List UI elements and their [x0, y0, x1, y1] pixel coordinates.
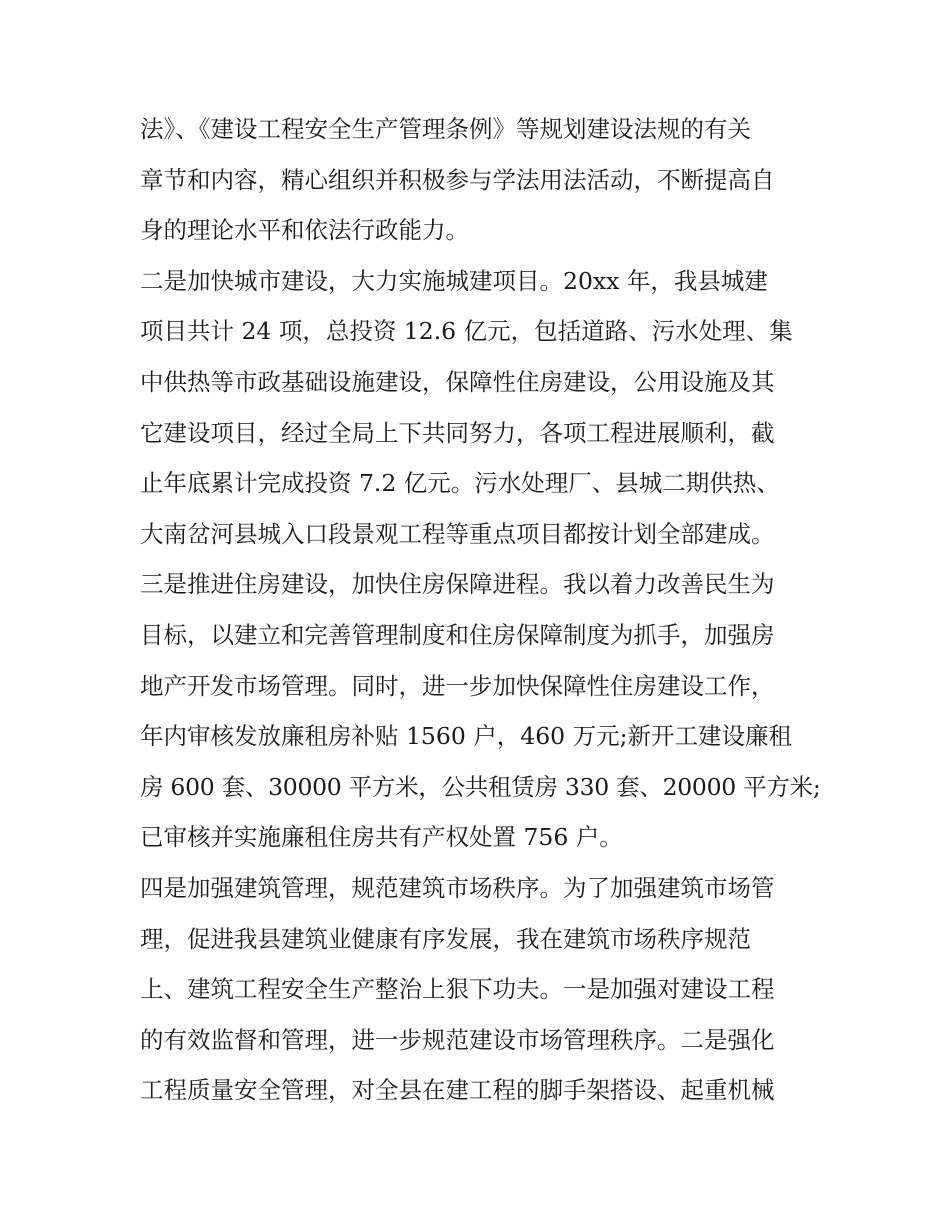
text-line: 地产开发市场管理。同时，进一步加快保障性住房建设工作， [140, 671, 775, 700]
text-line: 的有效监督和管理，进一步规范建设市场管理秩序。二是强化 [140, 1025, 775, 1054]
text-line: 上、建筑工程安全生产整治上狠下功夫。一是加强对建设工程 [140, 975, 775, 1004]
text-line: 已审核并实施廉租住房共有产权处置 756 户。 [140, 823, 623, 852]
text-line: 房 600 套、30000 平方米，公共租赁房 330 套、20000 平方米; [140, 772, 821, 801]
text-line: 工程质量安全管理，对全县在建工程的脚手架搭设、起重机械 [140, 1076, 775, 1105]
text-line: 二是加快城市建设，大力实施城建项目。20xx 年，我县城建 [140, 266, 768, 295]
text-line: 法》、《建设工程安全生产管理条例》等规划建设法规的有关 [140, 115, 751, 143]
text-line: 项目共计 24 项，总投资 12.6 亿元，包括道路、污水处理、集 [140, 317, 793, 346]
text-line: 身的理论水平和依法行政能力。 [140, 216, 469, 245]
text-line: 大南岔河县城入口段景观工程等重点项目都按计划全部建成。 [140, 519, 775, 548]
text-line: 目标，以建立和完善管理制度和住房保障制度为抓手，加强房 [140, 620, 775, 649]
document-body [140, 104, 820, 1116]
text-line: 止年底累计完成投资 7.2 亿元。污水处理厂、县城二期供热、 [140, 469, 780, 498]
text-line: 理，促进我县建筑业健康有序发展，我在建筑市场秩序规范 [140, 924, 751, 953]
text-line: 四是加强建筑管理，规范建筑市场秩序。为了加强建筑市场管 [140, 873, 775, 902]
text-line: 中供热等市政基础设施建设，保障性住房建设，公用设施及其 [140, 367, 775, 396]
text-line: 章节和内容，精心组织并积极参与学法用法活动，不断提高自 [140, 165, 775, 194]
text-line: 三是推进住房建设，加快住房保障进程。我以着力改善民生为 [140, 570, 775, 599]
text-line: 年内审核发放廉租房补贴 1560 户，460 万元;新开工建设廉租 [140, 722, 792, 751]
text-line: 它建设项目，经过全局上下共同努力，各项工程进展顺利，截 [140, 418, 775, 447]
